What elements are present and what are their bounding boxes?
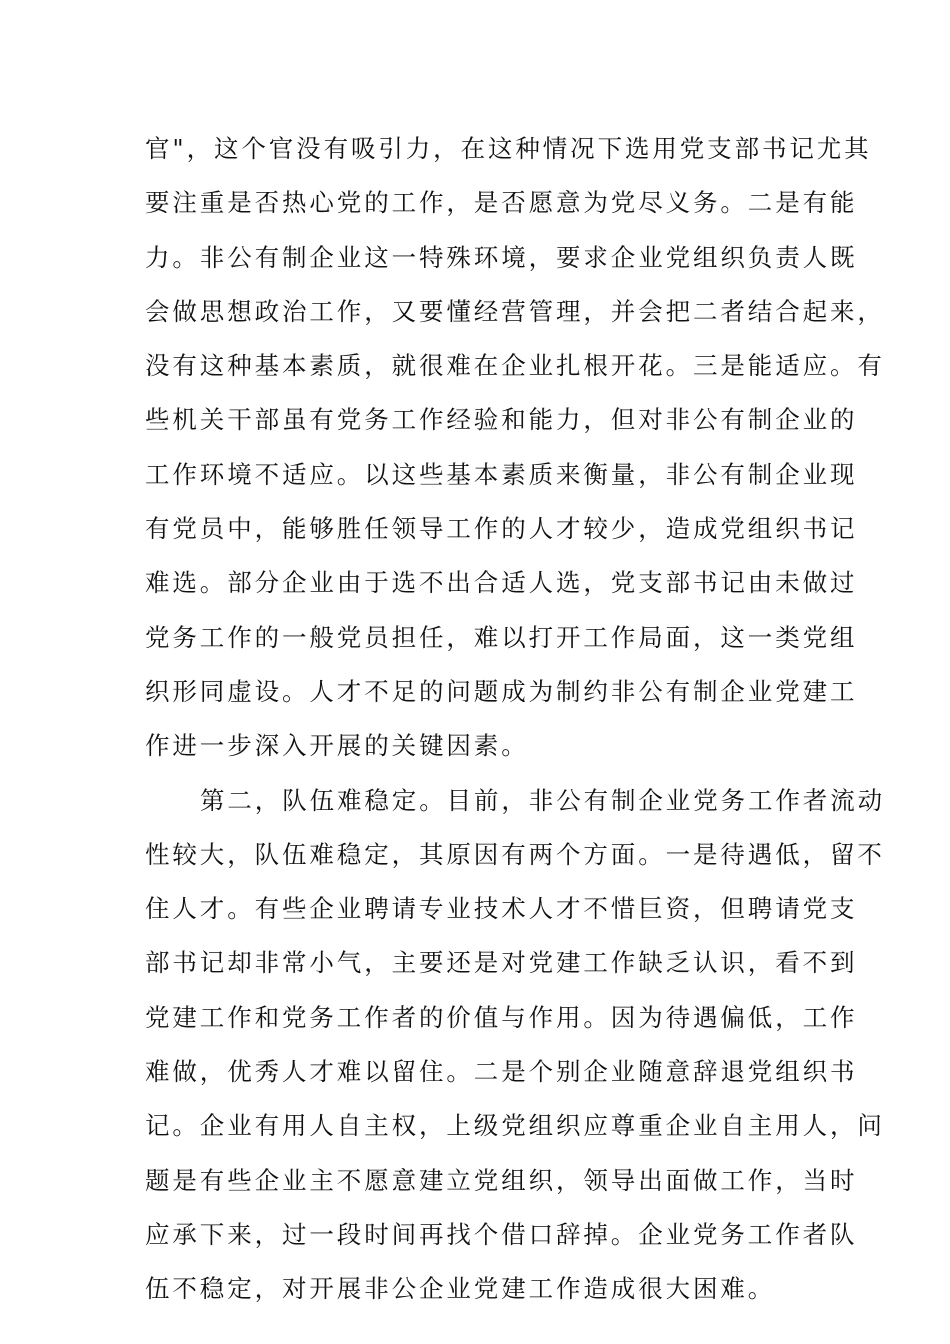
text-line: 部书记却非常小气，主要还是对党建工作缺乏认识，看不到 xyxy=(145,948,858,978)
paragraph-1 xyxy=(145,122,885,774)
text-line: 工作环境不适应。以这些基本素质来衡量，非公有制企业现 xyxy=(145,459,858,489)
text-line: 应承下来，过一段时间再找个借口辞掉。企业党务工作者队 xyxy=(145,1219,858,1249)
text-line: 住人才。有些企业聘请专业技术人才不惜巨资，但聘请党支 xyxy=(145,894,858,924)
text-line: 伍不稳定，对开展非公企业党建工作造成很大困难。 xyxy=(145,1274,776,1304)
document-body xyxy=(145,122,885,1317)
text-line: 难选。部分企业由于选不出合适人选，党支部书记由未做过 xyxy=(145,568,858,598)
text-line: 题是有些企业主不愿意建立党组织，领导出面做工作，当时 xyxy=(145,1165,858,1195)
text-line: 党建工作和党务工作者的价值与作用。因为待遇偏低，工作 xyxy=(145,1002,858,1032)
text-line: 要注重是否热心党的工作，是否愿意为党尽义务。二是有能 xyxy=(145,188,858,218)
text-line: 力。非公有制企业这一特殊环境，要求企业党组织负责人既 xyxy=(145,242,858,272)
paragraph-2 xyxy=(145,774,885,1317)
text-line: 记。企业有用人自主权，上级党组织应尊重企业自主用人，问 xyxy=(145,1111,885,1141)
text-line: 有党员中，能够胜任领导工作的人才较少，造成党组织书记 xyxy=(145,514,858,544)
text-line: 没有这种基本素质，就很难在企业扎根开花。三是能适应。有 xyxy=(145,351,885,381)
text-line: 些机关干部虽有党务工作经验和能力，但对非公有制企业的 xyxy=(145,405,858,435)
text-line: 性较大，队伍难稳定，其原因有两个方面。一是待遇低，留不 xyxy=(145,839,885,869)
text-line: 党务工作的一般党员担任，难以打开工作局面，这一类党组 xyxy=(145,622,858,652)
text-line-first: 第二，队伍难稳定。目前，非公有制企业党务工作者流动 xyxy=(200,785,885,815)
text-line: 作进一步深入开展的关键因素。 xyxy=(145,731,529,761)
text-line: 织形同虚设。人才不足的问题成为制约非公有制企业党建工 xyxy=(145,676,858,706)
text-line: 会做思想政治工作，又要懂经营管理，并会把二者结合起来， xyxy=(145,296,885,326)
text-line: 官"，这个官没有吸引力，在这种情况下选用党支部书记尤其 xyxy=(145,134,872,163)
text-line: 难做，优秀人才难以留住。二是个别企业随意辞退党组织书 xyxy=(145,1057,858,1087)
